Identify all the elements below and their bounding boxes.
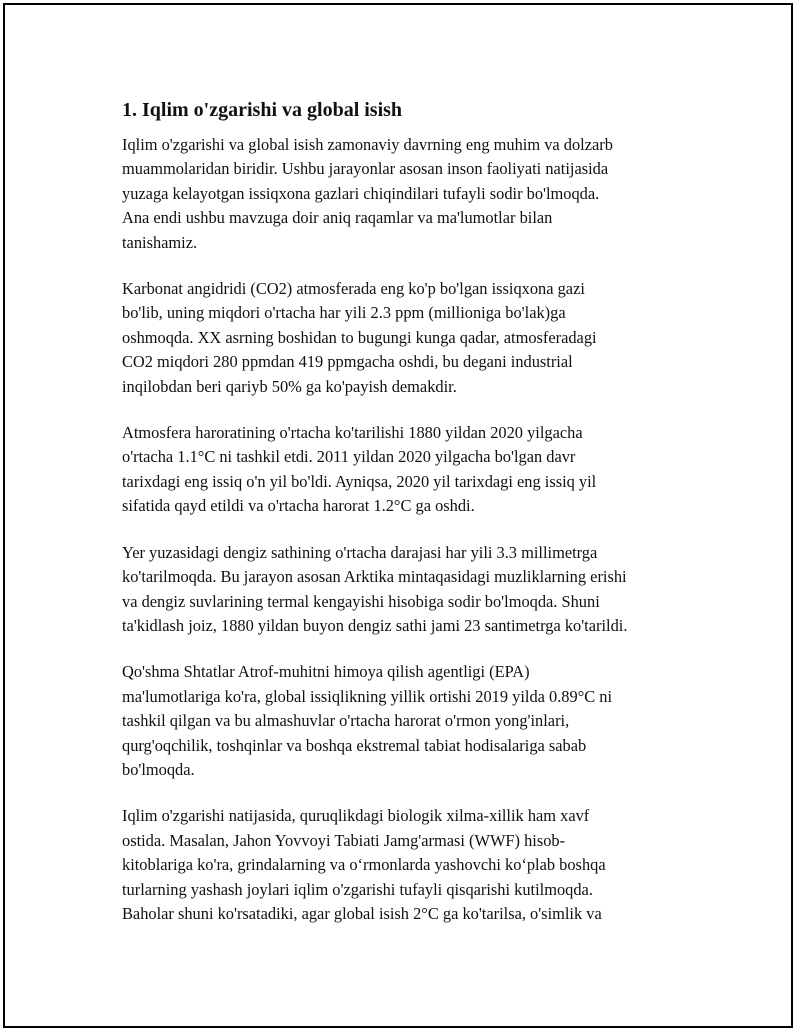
text-line: inqilobdan beri qariyb 50% ga ko'payish demakdir. [122,376,457,396]
text-line: kitoblariga ko'ra, grindalarning va oʻrmonlarda yashovchi koʻplab boshqa [122,855,606,875]
text-line: Qo'shma Shtatlar Atrof-muhitni himoya qilish agentligi (EPA) [122,662,530,682]
text-line: ta'kidlash joiz, 1880 yildan buyon dengiz sathi jami 23 santimetrga ko'tarildi. [122,615,628,635]
text-line: muammolaridan biridir. Ushbu jarayonlar asosan inson faoliyati natijasida [122,159,609,179]
text-line: ko'tarilmoqda. Bu jarayon asosan Arktika mintaqasidagi muzliklarning erishi [122,567,627,587]
text-line: Karbonat angidridi (CO2) atmosferada eng ko'p bo'lgan issiqxona gazi [122,279,585,299]
page-frame [3,3,793,1028]
text-line: va dengiz suvlarining termal kengayishi hisobiga sodir bo'lmoqda. Shuni [122,591,600,611]
text-line: sifatida qayd etildi va o'rtacha harorat 1.2°C ga oshdi. [122,496,475,516]
text-line: Iqlim o'zgarishi natijasida, quruqlikdagi biologik xilma-xillik ham xavf [122,806,590,826]
paragraph-intro [122,133,692,255]
text-line: turlarning yashash joylari iqlim o'zgarishi tufayli qisqarishi kutilmoqda. [122,879,593,899]
text-line: tarixdagi eng issiq o'n yil bo'ldi. Ayniqsa, 2020 yil tarixdagi eng issiq yil [122,471,597,491]
paragraph-epa [122,660,692,782]
text-line: Yer yuzasidagi dengiz sathining o'rtacha darajasi har yili 3.3 millimetrga [122,542,598,562]
text-line: bo'lmoqda. [122,759,195,779]
text-line: ostida. Masalan, Jahon Yovvoyi Tabiati Jamg'armasi (WWF) hisob- [122,830,566,850]
text-line: CO2 miqdori 280 ppmdan 419 ppmgacha oshdi, bu degani industrial [122,352,573,372]
text-line: tanishamiz. [122,232,198,252]
text-line: Baholar shuni ko'rsatadiki, agar global isish 2°C ga ko'tarilsa, o'simlik va [122,903,602,923]
text-line: qurg'oqchilik, toshqinlar va boshqa ekstremal tabiat hodisalariga sabab [122,735,587,755]
document-body [122,97,692,948]
text-line: bo'lib, uning miqdori o'rtacha har yili 2.3 ppm (millioniga bo'lak)ga [122,303,566,323]
text-line: Atmosfera haroratining o'rtacha ko'tarilishi 1880 yildan 2020 yilgacha [122,423,583,443]
paragraph-co2 [122,277,692,399]
section-heading: 1. Iqlim o'zgarishi va global isish [122,99,403,121]
text-line: Ana endi ushbu mavzuga doir aniq raqamlar va ma'lumotlar bilan [122,208,553,228]
text-line: ma'lumotlariga ko'ra, global issiqlikning yillik ortishi 2019 yilda 0.89°C ni [122,686,613,706]
paragraph-sea-level [122,541,692,639]
text-line: yuzaga kelayotgan issiqxona gazlari chiqindilari tufayli sodir bo'lmoqda. [122,183,600,203]
paragraph-temperature [122,421,692,519]
text-line: o'rtacha 1.1°C ni tashkil etdi. 2011 yildan 2020 yilgacha bo'lgan davr [122,447,576,467]
text-line: tashkil qilgan va bu almashuvlar o'rtacha harorat o'rmon yong'inlari, [122,711,570,731]
text-line: Iqlim o'zgarishi va global isish zamonaviy davrning eng muhim va dolzarb [122,135,613,154]
text-line: oshmoqda. XX asrning boshidan to bugungi kunga qadar, atmosferadagi [122,327,597,347]
paragraph-biodiversity [122,804,692,926]
